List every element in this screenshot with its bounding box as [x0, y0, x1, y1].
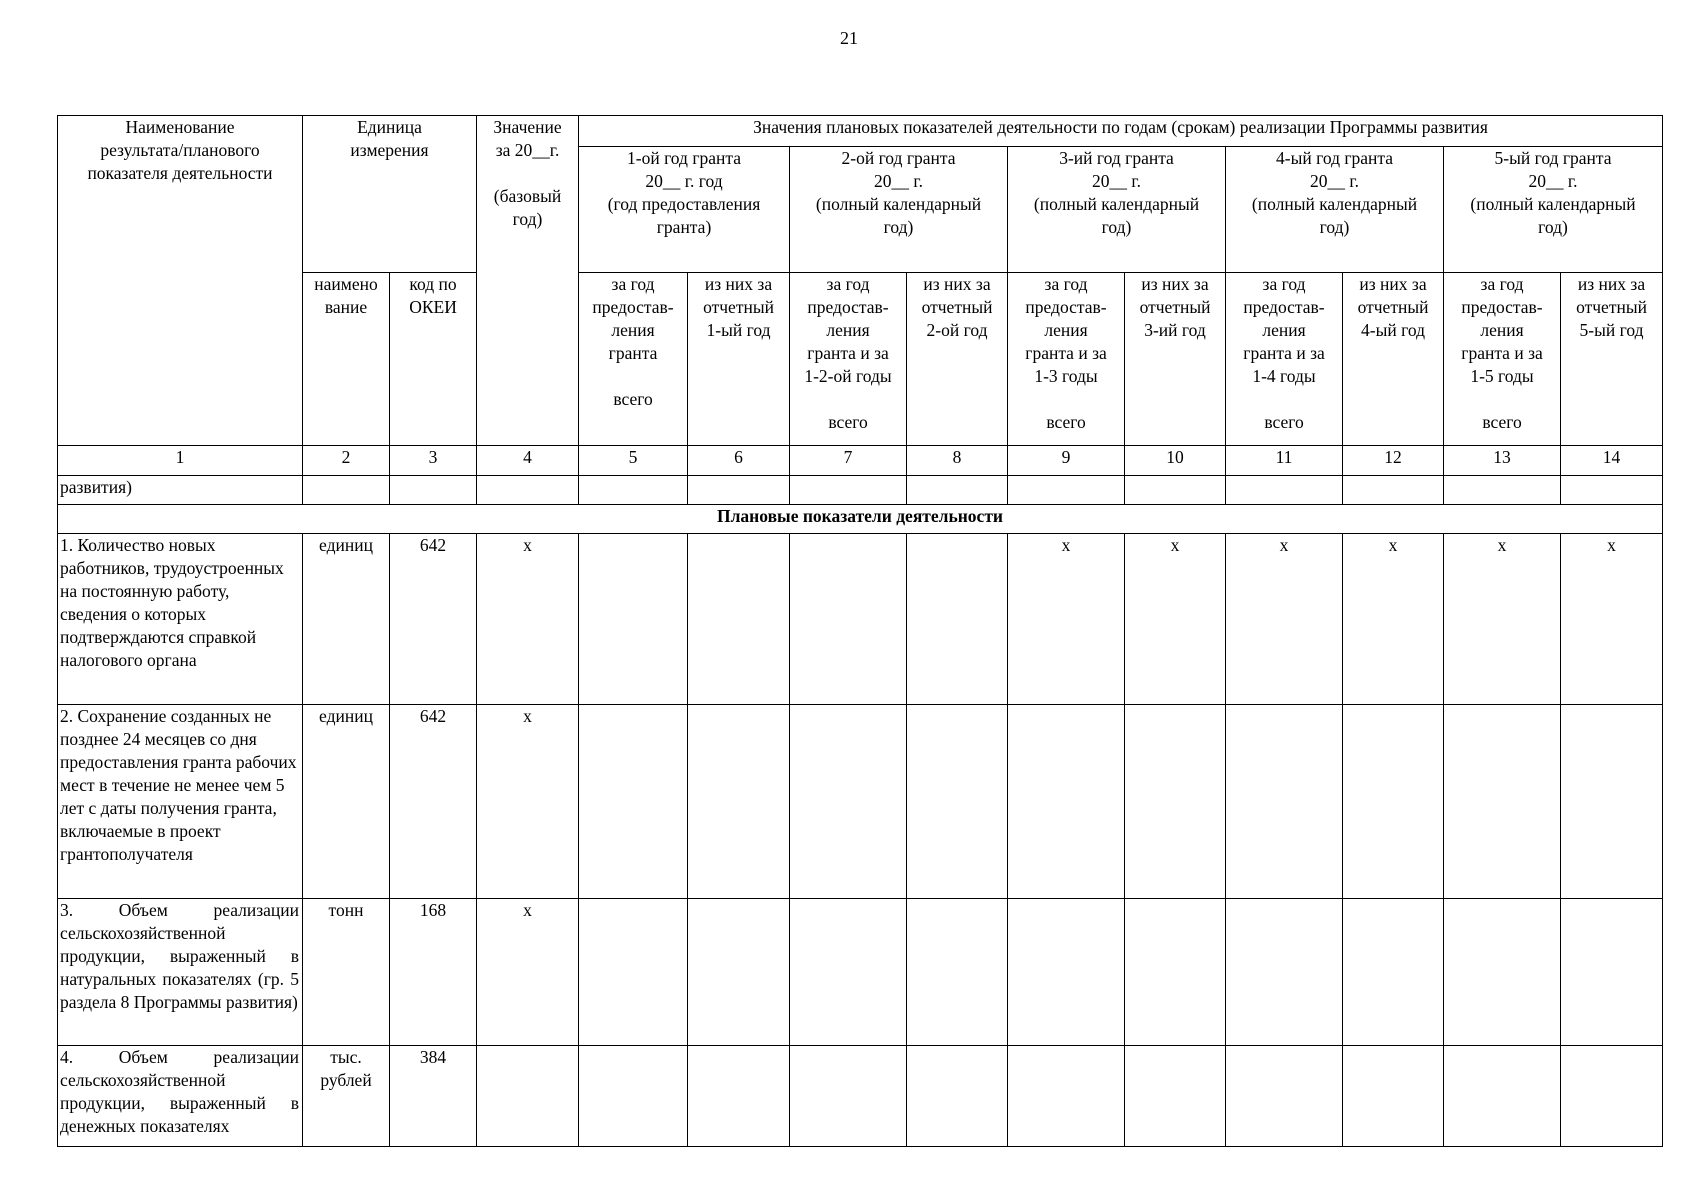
value-cell	[1561, 899, 1663, 1046]
value-cell	[579, 705, 688, 899]
value-cell	[1343, 899, 1444, 1046]
header-year-2-total: за год предостав- ления гранта и за 1-2-ой годы всего	[790, 273, 907, 446]
value-cell: x	[1226, 534, 1343, 705]
value-cell: x	[1125, 534, 1226, 705]
value-cell	[790, 899, 907, 1046]
unit-name: единиц	[303, 705, 390, 899]
value-cell	[688, 899, 790, 1046]
header-year-2: 2-ой год гранта 20__ г. (полный календарный год)	[790, 147, 1008, 273]
header-year-4-total: за год предостав- ления гранта и за 1-4 годы всего	[1226, 273, 1343, 446]
section-title: Плановые показатели деятельности	[58, 505, 1663, 534]
value-cell	[688, 1046, 790, 1147]
unit-name: единиц	[303, 534, 390, 705]
value-cell	[1008, 705, 1125, 899]
column-number-13: 13	[1444, 446, 1561, 476]
table-row	[58, 534, 1663, 705]
empty-cell	[1125, 476, 1226, 505]
empty-cell	[303, 476, 390, 505]
value-cell: x	[1008, 534, 1125, 705]
value-cell	[1343, 705, 1444, 899]
header-unit-code: код по ОКЕИ	[390, 273, 477, 446]
empty-cell	[1008, 476, 1125, 505]
indicator-name: 2. Сохранение созданных не позднее 24 месяцев со дня предоставления гранта рабочих мест в течение не менее чем 5 лет с даты получения гранта, включаемые в проект грантополучателя	[58, 705, 303, 899]
header-year-5-reported: из них за отчетный 5-ый год	[1561, 273, 1663, 446]
column-number-10: 10	[1125, 446, 1226, 476]
value-cell	[1561, 1046, 1663, 1147]
column-number-6: 6	[688, 446, 790, 476]
value-cell: x	[1444, 534, 1561, 705]
table-row	[58, 1046, 1663, 1147]
value-cell	[790, 705, 907, 899]
value-cell	[1561, 705, 1663, 899]
value-cell: x	[1343, 534, 1444, 705]
plan-indicators-table	[57, 115, 1663, 1147]
column-number-12: 12	[1343, 446, 1444, 476]
value-cell: x	[1561, 534, 1663, 705]
indicator-name: 1. Количество новых работников, трудоустроенных на постоянную работу, сведения о которых подтверждаются справкой налогового органа	[58, 534, 303, 705]
header-year-1-reported: из них за отчетный 1-ый год	[688, 273, 790, 446]
value-cell: x	[477, 899, 579, 1046]
value-cell	[1444, 899, 1561, 1046]
value-cell	[790, 1046, 907, 1147]
value-cell: x	[477, 534, 579, 705]
header-year-5: 5-ый год гранта 20__ г. (полный календарный год)	[1444, 147, 1663, 273]
empty-cell	[1343, 476, 1444, 505]
value-cell	[688, 705, 790, 899]
header-year-3-total: за год предостав- ления гранта и за 1-3 годы всего	[1008, 273, 1125, 446]
header-unit: Единица измерения	[303, 116, 477, 273]
table-row	[58, 705, 1663, 899]
value-cell	[1008, 899, 1125, 1046]
header-year-3: 3-ий год гранта 20__ г. (полный календарный год)	[1008, 147, 1226, 273]
value-cell	[579, 1046, 688, 1147]
value-cell	[1125, 1046, 1226, 1147]
header-year-1-total: за год предостав- ления гранта всего	[579, 273, 688, 446]
column-number-1: 1	[58, 446, 303, 476]
value-cell	[1226, 899, 1343, 1046]
value-cell	[1226, 1046, 1343, 1147]
column-number-11: 11	[1226, 446, 1343, 476]
header-year-1: 1-ой год гранта 20__ г. год (год предоставления гранта)	[579, 147, 790, 273]
value-cell	[1343, 1046, 1444, 1147]
empty-cell	[579, 476, 688, 505]
page-number: 21	[840, 28, 858, 48]
header-year-5-total: за год предостав- ления гранта и за 1-5 годы всего	[1444, 273, 1561, 446]
header-plan-title: Значения плановых показателей деятельности по годам (срокам) реализации Программы развития	[579, 116, 1663, 147]
empty-cell	[1226, 476, 1343, 505]
okei-code: 642	[390, 534, 477, 705]
column-number-4: 4	[477, 446, 579, 476]
value-cell	[688, 534, 790, 705]
column-number-8: 8	[907, 446, 1008, 476]
okei-code: 168	[390, 899, 477, 1046]
continuation-text: развития)	[58, 476, 303, 505]
header-year-4-reported: из них за отчетный 4-ый год	[1343, 273, 1444, 446]
value-cell	[579, 534, 688, 705]
okei-code: 384	[390, 1046, 477, 1147]
value-cell	[1125, 899, 1226, 1046]
table-row	[58, 899, 1663, 1046]
indicator-name: 3. Объем реализации сельскохозяйственной продукции, выраженный в натуральных показателях (гр. 5 раздела 8 Программы развития)	[58, 899, 303, 1046]
unit-name: тыс. рублей	[303, 1046, 390, 1147]
value-cell	[1444, 705, 1561, 899]
column-number-2: 2	[303, 446, 390, 476]
header-base-value: Значение за 20__г. (базовый год)	[477, 116, 579, 446]
header-year-4: 4-ый год гранта 20__ г. (полный календарный год)	[1226, 147, 1444, 273]
value-cell	[1226, 705, 1343, 899]
empty-cell	[790, 476, 907, 505]
value-cell: x	[477, 705, 579, 899]
header-unit-name: наимено вание	[303, 273, 390, 446]
value-cell	[1444, 1046, 1561, 1147]
value-cell	[907, 899, 1008, 1046]
header-year-3-reported: из них за отчетный 3-ий год	[1125, 273, 1226, 446]
value-cell	[1125, 705, 1226, 899]
empty-cell	[688, 476, 790, 505]
value-cell	[907, 705, 1008, 899]
empty-cell	[1561, 476, 1663, 505]
empty-cell	[1444, 476, 1561, 505]
value-cell	[579, 899, 688, 1046]
value-cell	[1008, 1046, 1125, 1147]
column-number-14: 14	[1561, 446, 1663, 476]
column-number-3: 3	[390, 446, 477, 476]
empty-cell	[907, 476, 1008, 505]
okei-code: 642	[390, 705, 477, 899]
empty-cell	[390, 476, 477, 505]
empty-cell	[477, 476, 579, 505]
column-number-7: 7	[790, 446, 907, 476]
header-indicator-name: Наименование результата/планового показателя деятельности	[58, 116, 303, 446]
column-number-5: 5	[579, 446, 688, 476]
value-cell	[477, 1046, 579, 1147]
value-cell	[907, 534, 1008, 705]
unit-name: тонн	[303, 899, 390, 1046]
header-year-2-reported: из них за отчетный 2-ой год	[907, 273, 1008, 446]
value-cell	[907, 1046, 1008, 1147]
indicator-name: 4. Объем реализации сельскохозяйственной продукции, выраженный в денежных показателях	[58, 1046, 303, 1147]
column-number-9: 9	[1008, 446, 1125, 476]
value-cell	[790, 534, 907, 705]
